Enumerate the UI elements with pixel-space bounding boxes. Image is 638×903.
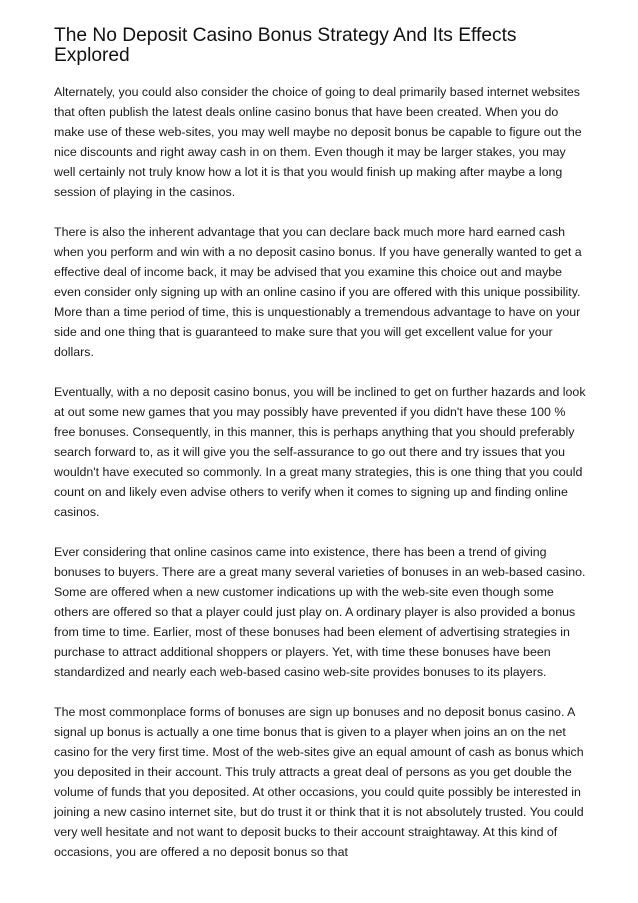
paragraph-5: The most commonplace forms of bonuses are sign up bonuses and no deposit bonus casino. A signal up bonus is actually a one time bonus that is given to a player when joins an on the net casino for the very first time. Most of the web-sites give an equal amount of cash as bonus which you deposited in their account. This truly attracts a great deal of persons as you get double the volume of funds that you deposited. At other occasions, you could quite possibly be interested in joining a new casino internet site, but do trust it or think that it is not absolutely trusted. You could very well hesitate and not want to deposit bucks to their account straightaway. At this kind of occasions, you are offered a no deposit bonus so that — [54, 705, 584, 859]
paragraph-2: There is also the inherent advantage that you can declare back much more hard earned cash when you perform and win with a no deposit casino bonus. If you have generally wanted to get a effective deal of income back, it may be advised that you examine this choice out and maybe even consider only signing up with an online casino if you are offered with this unique possibility. More than a time period of time, this is unquestionably a tremendous advantage to have on your side and one thing that is guaranteed to make sure that you will get excellent value for your dollars. — [54, 225, 582, 359]
paragraph-3: Eventually, with a no deposit casino bonus, you will be inclined to get on further hazards and look at out some new games that you may possibly have prevented if you didn't have these 100 % free bonuses. Consequently, in this manner, this is perhaps anything that you should preferably search forward to, as it will give you the self-assurance to go out there and try issues that you wouldn't have executed so commonly. In a great many strategies, this is one thing that you could count on and likely even advise others to verify when it comes to signing up and finding online casinos. — [54, 385, 586, 519]
paragraph-1: Alternately, you could also consider the choice of going to deal primarily based internet websites that often publish the latest deals online casino bonus that have been created. When you do make use of these web-sites, you may well maybe no deposit bonus be capable to figure out the nice discounts and right away cash in on them. Even though it may be larger stakes, you may well certainly not truly know how a lot it is that you would finish up making after maybe a long session of playing in the casinos. — [54, 85, 582, 199]
page-title: The No Deposit Casino Bonus Strategy And Its Effects Explored — [54, 25, 517, 66]
paragraph-4: Ever considering that online casinos came into existence, there has been a trend of giving bonuses to buyers. There are a great many several varieties of bonuses in an web-based casino. Some are offered when a new customer indications up with the web-site even though some others are offered so that a player could just play on. A ordinary player is also provided a bonus from time to time. Earlier, most of these bonuses had been element of advertising strategies in purchase to attract additional shoppers or players. Yet, with time these bonuses have been standardized and nearly each web-based casino web-site provides bonuses to its players. — [54, 545, 586, 679]
document-page — [54, 26, 586, 862]
